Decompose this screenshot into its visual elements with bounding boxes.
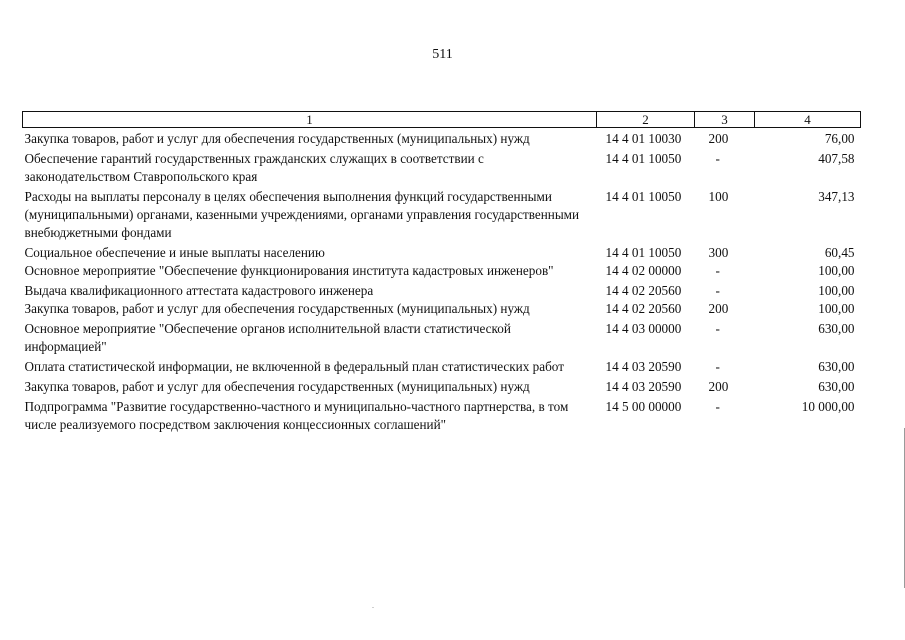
- table-row: [23, 128, 861, 149]
- header-col-4: 4: [755, 112, 861, 128]
- row-type: -: [715, 263, 720, 278]
- header-col-3: 3: [695, 112, 755, 128]
- row-code: 14 4 01 10030: [605, 131, 682, 146]
- table-row: [23, 280, 861, 300]
- row-name: Закупка товаров, работ и услуг для обеспечения государственных (муниципальных) нужд: [24, 379, 530, 394]
- row-sum: 100,00: [818, 263, 855, 278]
- row-name: Подпрограмма "Развитие государственно-частного и муниципально-частного партнерства, в том числе реализуемого посредством заключения концессионных соглашений": [24, 399, 569, 432]
- row-code: 14 4 03 00000: [605, 321, 682, 336]
- row-sum: 407,58: [818, 151, 855, 166]
- row-type: 100: [708, 189, 729, 204]
- row-sum: 60,45: [824, 245, 855, 260]
- row-sum: 76,00: [824, 131, 855, 146]
- row-name: Расходы на выплаты персоналу в целях обеспечения выполнения функций государственными (муниципальными) органами, казенными учреждениями, органами управления государственными внебюджетными фондами: [24, 189, 580, 240]
- row-type: -: [715, 283, 720, 298]
- row-name: Выдача квалификационного аттестата кадастрового инженера: [24, 283, 374, 298]
- header-row: [23, 112, 861, 128]
- table-row: [23, 396, 861, 434]
- table-row: [23, 356, 861, 376]
- row-code: 14 4 02 00000: [605, 263, 682, 278]
- page-number: 511: [432, 47, 453, 62]
- row-type: 200: [708, 301, 729, 316]
- row-code: 14 4 01 10050: [605, 151, 682, 166]
- table-row: [23, 186, 861, 242]
- row-code: 14 4 01 10050: [605, 245, 682, 260]
- row-sum: 630,00: [818, 359, 855, 374]
- table-row: [23, 262, 861, 280]
- row-sum: 10 000,00: [801, 399, 855, 414]
- row-type: 200: [708, 379, 729, 394]
- row-code: 14 5 00 00000: [605, 399, 682, 414]
- row-name: Социальное обеспечение и иные выплаты населению: [24, 245, 325, 260]
- scan-speck: [372, 607, 374, 608]
- row-sum: 630,00: [818, 379, 855, 394]
- row-name: Основное мероприятие "Обеспечение функционирования института кадастровых инженеров": [24, 263, 554, 278]
- table-row: [23, 318, 861, 356]
- row-name: Закупка товаров, работ и услуг для обеспечения государственных (муниципальных) нужд: [24, 301, 530, 316]
- row-name: Основное мероприятие "Обеспечение органов исполнительной власти статистической информацией": [24, 321, 511, 354]
- row-name: Обеспечение гарантий государственных гражданских служащих в соответствии с законодательством Ставропольского края: [24, 151, 484, 184]
- table-row: [23, 148, 861, 186]
- header-col-1: 1: [23, 112, 597, 128]
- row-type: -: [715, 321, 720, 336]
- row-code: 14 4 02 20560: [605, 283, 682, 298]
- row-code: 14 4 01 10050: [605, 189, 682, 204]
- row-type: -: [715, 359, 720, 374]
- row-sum: 100,00: [818, 301, 855, 316]
- row-sum: 630,00: [818, 321, 855, 336]
- row-sum: 347,13: [818, 189, 855, 204]
- row-name: Закупка товаров, работ и услуг для обеспечения государственных (муниципальных) нужд: [24, 131, 530, 146]
- row-name: Оплата статистической информации, не включенной в федеральный план статистических работ: [24, 359, 564, 374]
- row-type: 200: [708, 131, 729, 146]
- row-code: 14 4 02 20560: [605, 301, 682, 316]
- budget-table: [22, 111, 861, 434]
- row-type: -: [715, 151, 720, 166]
- row-type: -: [715, 399, 720, 414]
- table-row: [23, 300, 861, 318]
- row-code: 14 4 03 20590: [605, 379, 682, 394]
- row-sum: 100,00: [818, 283, 855, 298]
- row-code: 14 4 03 20590: [605, 359, 682, 374]
- header-col-2: 2: [597, 112, 695, 128]
- table-row: [23, 376, 861, 396]
- row-type: 300: [708, 245, 729, 260]
- table-row: [23, 242, 861, 262]
